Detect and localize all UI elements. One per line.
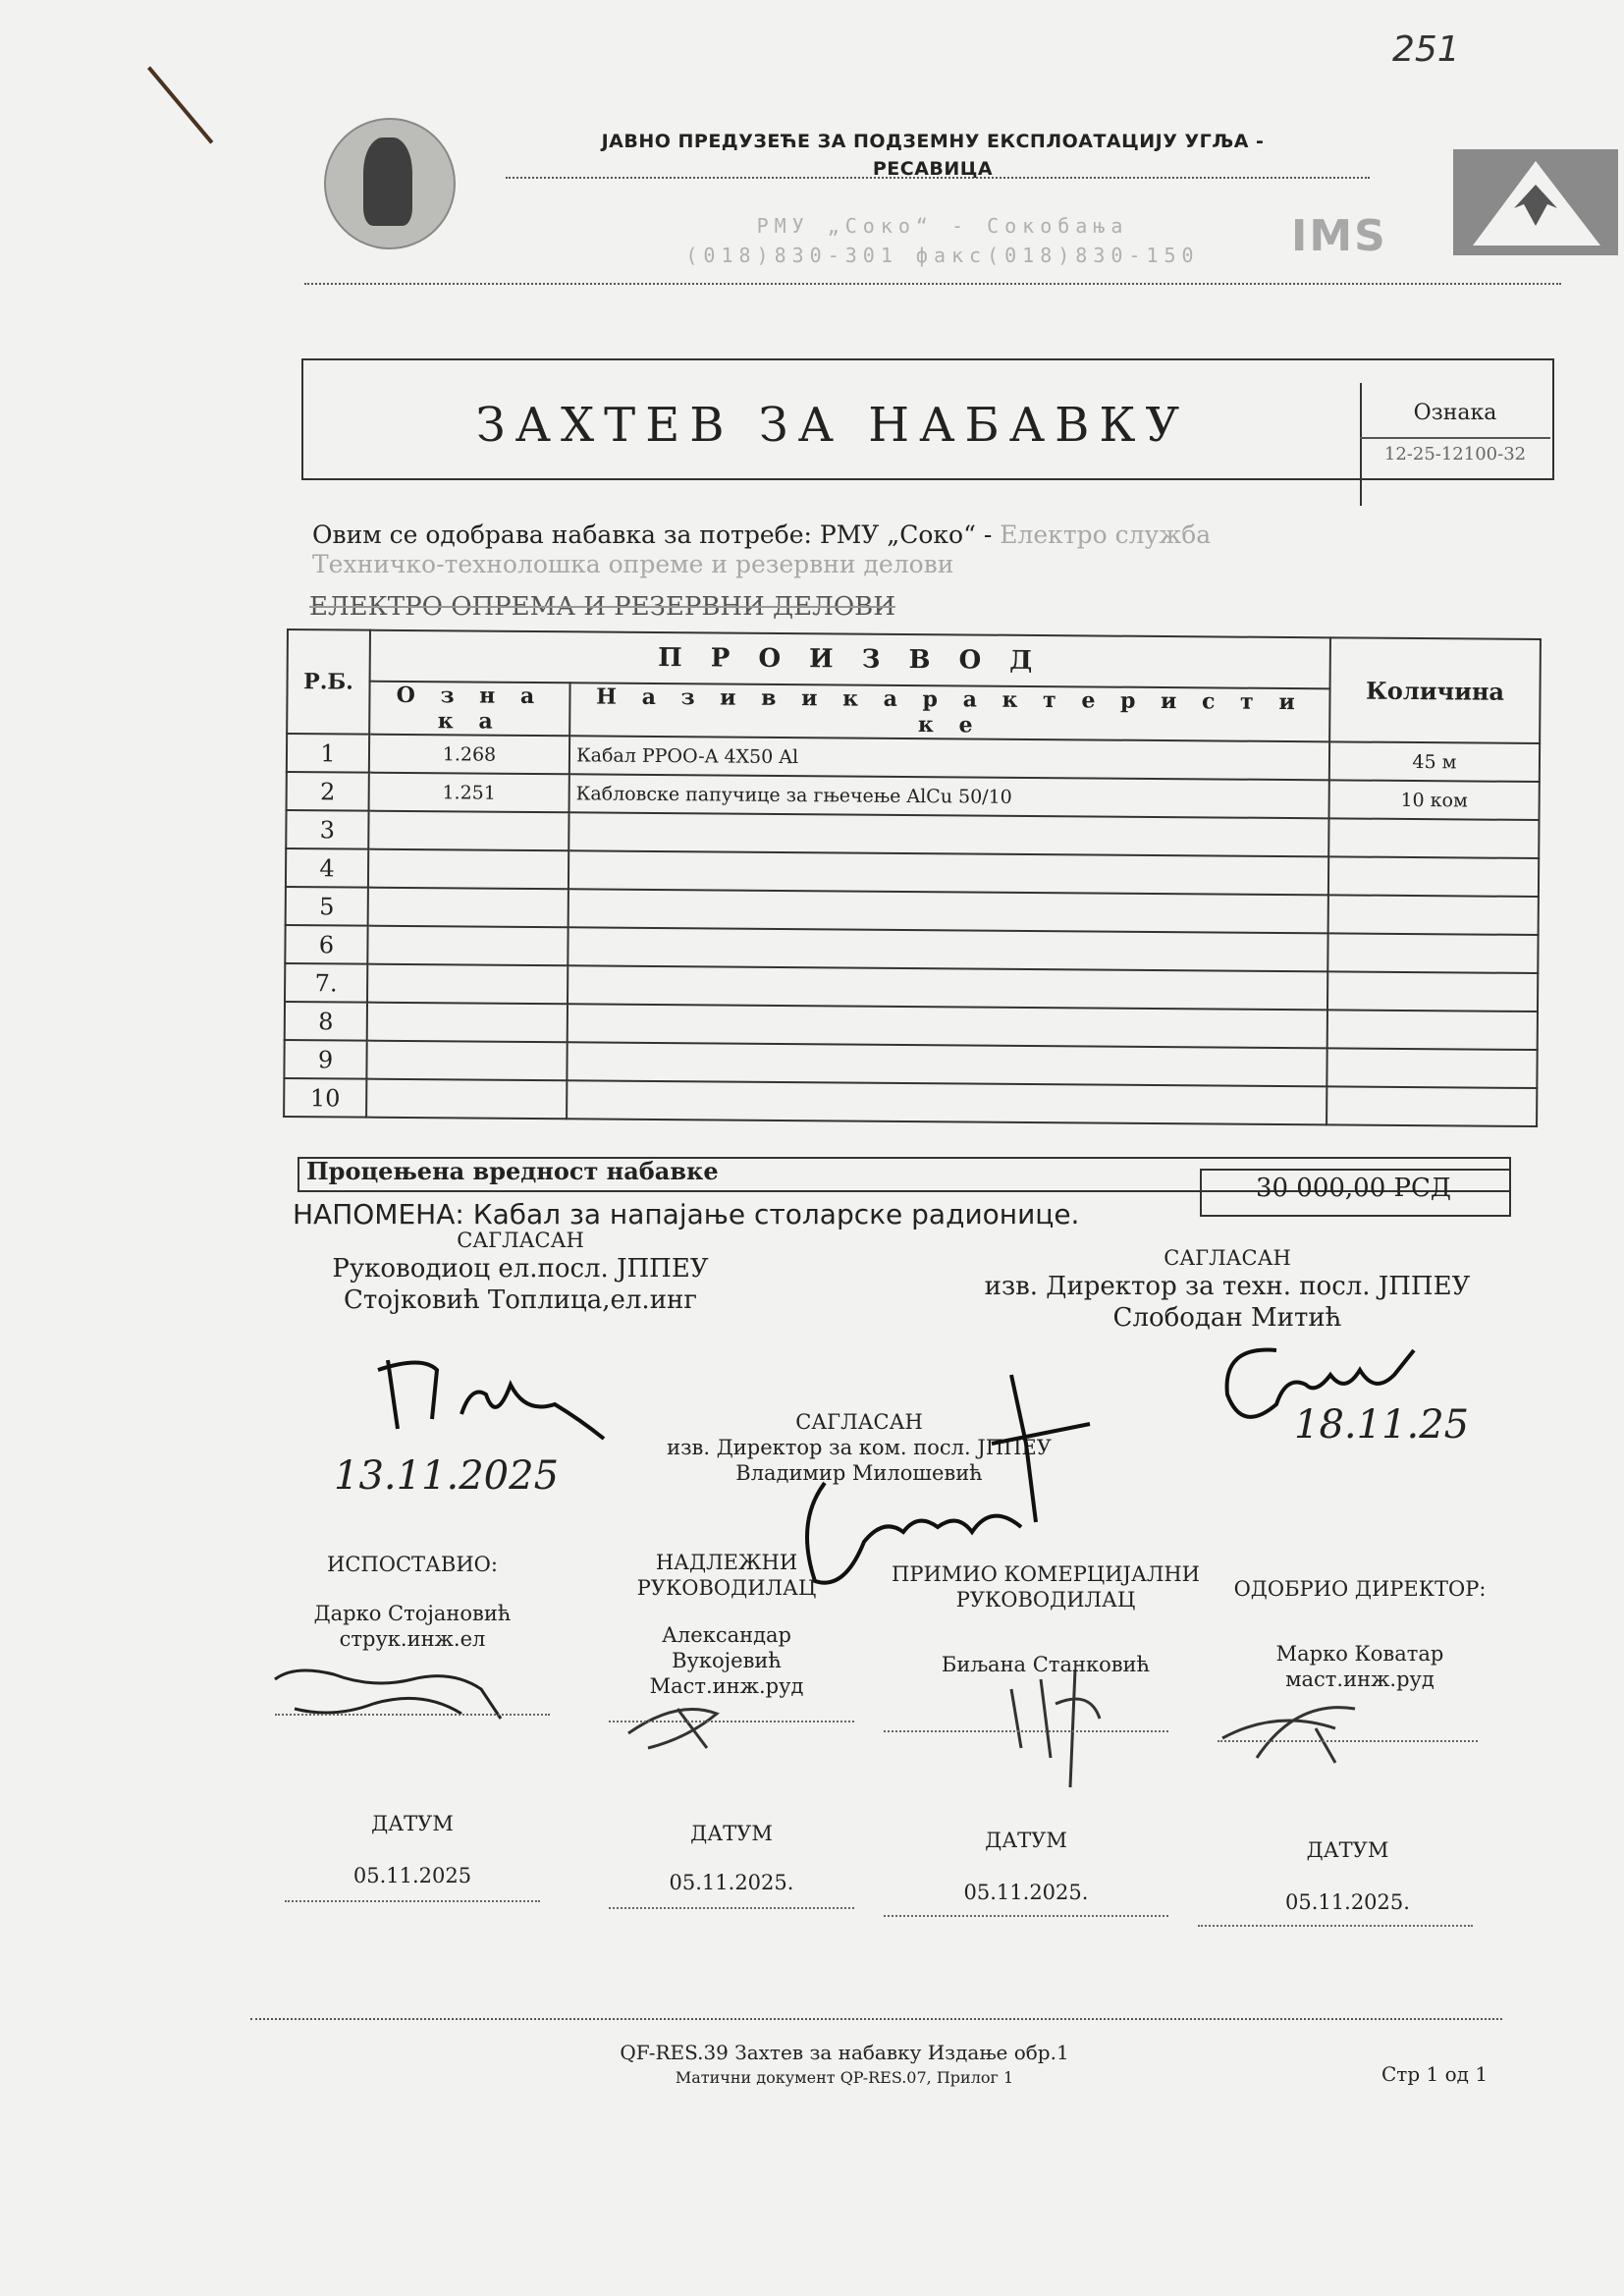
cell-rb: 9 bbox=[284, 1040, 366, 1079]
approver-center-title: изв. Директор за ком. посл. ЈППЕУ bbox=[667, 1436, 1052, 1459]
oznaka-value: 12-25-12100-32 bbox=[1383, 444, 1527, 465]
approver-left-label: САГЛАСАН bbox=[457, 1229, 584, 1252]
oznaka-label: Ознака bbox=[1413, 401, 1497, 425]
date-value: 05.11.2025 bbox=[352, 1864, 472, 1887]
cell-name: Кабал PPOO-A 4X50 Al bbox=[569, 736, 1329, 780]
footer-divider bbox=[250, 2018, 1502, 2020]
signoff-title: маст.инж.руд bbox=[1285, 1667, 1435, 1691]
approver-right-title: изв. Директор за техн. посл. ЈППЕУ bbox=[984, 1272, 1471, 1301]
signoff-role: ОДОБРИО ДИРЕКТОР: bbox=[1233, 1577, 1487, 1601]
date-label: ДАТУМ bbox=[1306, 1838, 1389, 1862]
signature-odob bbox=[1222, 1708, 1355, 1763]
approval-line-1: Овим се одобрава набавка за потребе: РМУ „Соко“ - bbox=[312, 520, 993, 549]
approver-center-label: САГЛАСАН bbox=[795, 1410, 923, 1434]
signature-center bbox=[807, 1375, 1090, 1583]
signature-line bbox=[275, 1714, 550, 1716]
date-line bbox=[1198, 1925, 1473, 1927]
cell-qty: 45 м bbox=[1329, 741, 1540, 782]
signoff-name: Марко Коватар bbox=[1275, 1642, 1444, 1666]
cell-rb: 10 bbox=[284, 1078, 366, 1118]
approver-right-name: Слободан Митић bbox=[1112, 1303, 1342, 1333]
approval-line-2: Техничко-технолошка опреме и резервни делови bbox=[312, 550, 954, 578]
sub-line-2: (018)830-301 факс(018)830-150 bbox=[685, 244, 1200, 267]
signoff-odobrio bbox=[1227, 1576, 1492, 1692]
cell-rb: 8 bbox=[285, 1002, 367, 1041]
footer-master-doc: Матични документ QP-RES.07, Прилог 1 bbox=[675, 2068, 1014, 2087]
cell-rb: 5 bbox=[286, 887, 368, 926]
approver-left-title: Руководиоц ел.посл. ЈППЕУ bbox=[332, 1254, 709, 1284]
approval-line-1-faded: Електро служба bbox=[1000, 520, 1212, 549]
total-value: 30 000,00 РСД bbox=[1255, 1174, 1452, 1203]
date-value: 05.11.2025. bbox=[669, 1871, 794, 1894]
document-title: ЗАХТЕВ ЗА НАБАВКУ bbox=[475, 398, 1190, 453]
signature-line bbox=[609, 1721, 854, 1722]
date-value: 05.11.2025. bbox=[1285, 1890, 1410, 1914]
cell-name: Кабловске папучице за гњечење AlCu 50/10 bbox=[569, 774, 1329, 818]
date-label: ДАТУМ bbox=[371, 1812, 454, 1835]
company-name: ЈАВНО ПРЕДУЗЕЋЕ ЗА ПОДЗЕМНУ ЕКСПЛОАТАЦИЈУ УГЉА - РЕСАВИЦА bbox=[601, 131, 1265, 180]
signoff-name: Дарко Стојановић bbox=[313, 1602, 512, 1625]
signoff-ispostavio bbox=[285, 1552, 540, 1652]
col-qty: Количина bbox=[1329, 637, 1541, 743]
signoff-role: НАДЛЕЖНИ РУКОВОДИЛАЦ bbox=[636, 1551, 817, 1600]
signoff-primio bbox=[889, 1561, 1203, 1677]
date-line bbox=[285, 1900, 540, 1902]
cell-qty: 10 ком bbox=[1329, 780, 1540, 820]
approver-left-handwritten-date: 13.11.2025 bbox=[334, 1453, 560, 1499]
cell-rb: 1 bbox=[287, 734, 369, 773]
cell-code: 1.268 bbox=[369, 735, 569, 775]
section-title: ЕЛЕКТРО ОПРЕМА И РЕЗЕРВНИ ДЕЛОВИ bbox=[309, 592, 895, 622]
ims-logo-text: IMS bbox=[1291, 211, 1387, 261]
col-rb: Р.Б. bbox=[287, 629, 370, 735]
date-value: 05.11.2025. bbox=[963, 1881, 1089, 1904]
date-line bbox=[609, 1907, 854, 1909]
approver-left-name: Стојковић Топлица,ел.инг bbox=[344, 1285, 697, 1315]
date-label: ДАТУМ bbox=[690, 1822, 773, 1845]
note: НАПОМЕНА: Кабал за напајање столарске радионице. bbox=[293, 1198, 1080, 1230]
total-label: Процењена вредност набавке bbox=[306, 1157, 719, 1185]
cell-code: 1.251 bbox=[369, 773, 569, 813]
cell-rb: 4 bbox=[286, 848, 368, 888]
signature-isp bbox=[275, 1670, 501, 1719]
signoff-title: струк.инж.ел bbox=[339, 1627, 486, 1651]
signoff-role: ПРИМИО КОМЕРЦИЈАЛНИ РУКОВОДИЛАЦ bbox=[892, 1562, 1200, 1612]
signature-right bbox=[1227, 1350, 1414, 1417]
signature-prim bbox=[1011, 1669, 1100, 1787]
approver-center-name: Владимир Милошевић bbox=[735, 1461, 983, 1485]
cell-rb: 3 bbox=[286, 810, 368, 849]
signoff-name: Биљана Станковић bbox=[941, 1653, 1151, 1676]
page-number: 251 bbox=[1392, 29, 1460, 70]
signoff-role: ИСПОСТАВИО: bbox=[327, 1553, 498, 1576]
col-product: П Р О И З В О Д bbox=[370, 630, 1330, 689]
signature-line bbox=[884, 1730, 1168, 1732]
cell-rb: 6 bbox=[285, 925, 367, 964]
signoff-title: Маст.инж.руд bbox=[649, 1674, 804, 1698]
footer-form-code: QF-RES.39 Захтев за набавку Издање обр.1 bbox=[620, 2041, 1069, 2064]
cell-rb: 7. bbox=[285, 963, 367, 1003]
cell-rb: 2 bbox=[287, 772, 369, 811]
signoff-name: Александар Вукојевић bbox=[662, 1623, 791, 1672]
signoff-nadlezni bbox=[609, 1550, 844, 1699]
signature-left bbox=[378, 1360, 604, 1439]
approver-right-handwritten-date: 18.11.25 bbox=[1294, 1402, 1470, 1448]
approver-right-label: САГЛАСАН bbox=[1164, 1246, 1291, 1270]
sub-line-1: РМУ „Соко“ - Сокобања bbox=[756, 214, 1129, 238]
date-line bbox=[884, 1915, 1168, 1917]
col-name: Н а з и в и к а р а к т е р и с т и к е bbox=[569, 683, 1329, 741]
date-label: ДАТУМ bbox=[985, 1829, 1067, 1852]
footer-page: Стр 1 од 1 bbox=[1381, 2062, 1489, 2086]
signature-line bbox=[1218, 1740, 1478, 1742]
col-code: О з н а к а bbox=[369, 682, 569, 737]
signature-nadl bbox=[628, 1709, 717, 1748]
